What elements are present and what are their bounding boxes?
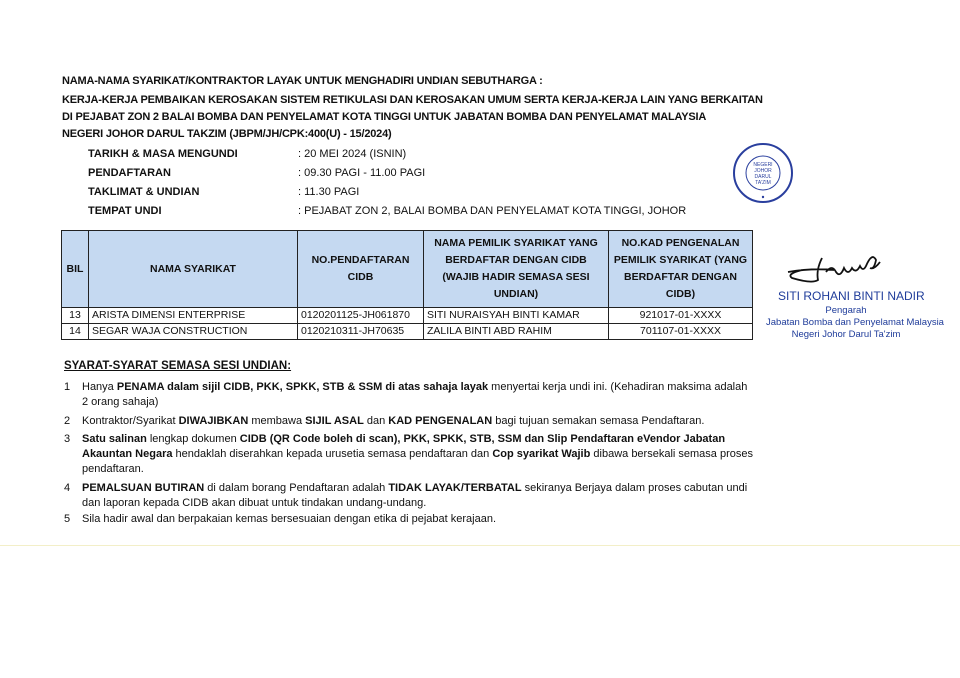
condition-text-segment: dibawa bersekali semasa proses pendaftaran.: [82, 448, 753, 475]
info-label-venue: TEMPAT UNDI: [88, 205, 162, 217]
condition-item: [64, 512, 754, 527]
condition-text-segment: Kontraktor/Syarikat: [82, 415, 179, 427]
condition-text-bold: CIDB (QR Code boleh di scan), PKK, SPKK, STB, SSM dan Slip Pendaftaran eVendor Jabatan Akauntan Negara: [82, 433, 726, 460]
table-row: [62, 324, 753, 340]
condition-text-bold: Satu salinan: [82, 433, 147, 445]
cell-owner-name: SITI NURAISYAH BINTI KAMAR: [424, 308, 609, 324]
cell-bil: 14: [62, 324, 89, 340]
info-label-briefing: TAKLIMAT & UNDIAN: [88, 186, 200, 198]
condition-number: 2: [64, 415, 71, 427]
signatory-state: Negeri Johor Darul Ta'zim: [791, 329, 901, 340]
condition-item: [64, 380, 754, 410]
cell-owner-ic: 701107-01-XXXX: [609, 324, 753, 340]
condition-text-bold: PENAMA dalam sijil CIDB, PKK, SPKK, STB & SSM di atas sahaja layak: [116, 381, 489, 393]
condition-text-segment: Sila hadir awal dan berpakaian kemas bersesuaian dengan etika di pejabat kerajaan.: [82, 513, 496, 525]
condition-text-segment: lengkap dokumen: [146, 433, 240, 445]
cell-cidb-reg: 0120210311-JH70635: [298, 324, 424, 340]
condition-item: [64, 414, 754, 429]
condition-text-segment: di dalam borang Pendaftaran adalah: [204, 482, 389, 494]
header-owner-ic: NO.KAD PENGENALAN PEMILIK SYARIKAT (YANG BERDAFTAR DENGAN CIDB): [609, 231, 753, 308]
header-owner-name: NAMA PEMILIK SYARIKAT YANG BERDAFTAR DENGAN CIDB (WAJIB HADIR SEMASA SESI UNDIAN): [424, 231, 609, 308]
info-label-registration: PENDAFTARAN: [88, 167, 171, 179]
header-company-name: NAMA SYARIKAT: [89, 231, 298, 308]
condition-text: [82, 512, 754, 527]
condition-text: [82, 414, 754, 429]
info-value-date: : 20 MEI 2024 (ISNIN): [298, 148, 407, 160]
svg-text:TA'ZIM: TA'ZIM: [755, 180, 771, 186]
condition-text-bold: SIJIL ASAL: [305, 415, 364, 427]
condition-text-bold: PEMALSUAN BUTIRAN: [82, 482, 205, 494]
official-stamp-icon: [732, 142, 794, 204]
cell-owner-ic: 921017-01-XXXX: [609, 308, 753, 324]
condition-text-bold: KAD PENGENALAN: [388, 415, 493, 427]
companies-table: [61, 230, 753, 340]
table-header-row: [62, 231, 753, 308]
cell-company-name: ARISTA DIMENSI ENTERPRISE: [89, 308, 298, 324]
table-row: [62, 308, 753, 324]
divider: [0, 545, 960, 546]
header-cidb-reg: NO.PENDAFTARAN CIDB: [298, 231, 424, 308]
condition-text-segment: hendaklah diserahkan kepada urusetia semasa pendaftaran dan: [172, 448, 493, 460]
condition-item: [64, 481, 754, 511]
condition-number: 5: [64, 513, 71, 525]
info-value-briefing: : 11.30 PAGI: [298, 186, 360, 198]
condition-number: 4: [64, 482, 71, 494]
svg-text:DARUL: DARUL: [754, 174, 772, 180]
signatory-name: SITI ROHANI BINTI NADIR: [778, 289, 925, 303]
cell-cidb-reg: 0120201125-JH061870: [298, 308, 424, 324]
signature-icon: [782, 250, 892, 288]
header-bil: BIL: [62, 231, 89, 308]
cell-company-name: SEGAR WAJA CONSTRUCTION: [89, 324, 298, 340]
condition-text-bold: DIWAJIBKAN: [178, 415, 249, 427]
signatory-position: Pengarah: [825, 305, 867, 316]
condition-text-bold: TIDAK LAYAK/TERBATAL: [388, 482, 522, 494]
condition-number: 3: [64, 433, 71, 445]
svg-text:NEGERI: NEGERI: [753, 162, 773, 168]
condition-text-segment: sekiranya Berjaya dalam proses cabutan undi dan laporan kepada CIDB akan dibuat untuk tindakan undang-undang.: [82, 482, 748, 509]
condition-text: [82, 481, 754, 511]
info-label-date: TARIKH & MASA MENGUNDI: [88, 148, 238, 160]
condition-text-segment: menyertai kerja undi ini. (Kehadiran maksima adalah 2 orang sahaja): [82, 381, 748, 408]
cell-owner-name: ZALILA BINTI ABD RAHIM: [424, 324, 609, 340]
document-title: NAMA-NAMA SYARIKAT/KONTRAKTOR LAYAK UNTUK MENGHADIRI UNDIAN SEBUTHARGA :: [62, 75, 543, 87]
info-value-registration: : 09.30 PAGI - 11.00 PAGI: [298, 167, 426, 179]
condition-text-segment: dan: [363, 415, 389, 427]
condition-text: [82, 380, 754, 410]
condition-item: [64, 432, 754, 477]
svg-text:JOHOR: JOHOR: [754, 168, 772, 174]
conditions-title: SYARAT-SYARAT SEMASA SESI UNDIAN:: [64, 360, 292, 372]
cell-bil: 13: [62, 308, 89, 324]
condition-text-bold: Cop syarikat Wajib: [492, 448, 591, 460]
project-line-3: NEGERI JOHOR DARUL TAKZIM (JBPM/JH/CPK:400(U) - 15/2024): [62, 128, 392, 140]
project-line-1: KERJA-KERJA PEMBAIKAN KEROSAKAN SISTEM RETIKULASI DAN KEROSAKAN UMUM SERTA KERJA-KERJA LAIN YANG BERKAITAN: [62, 94, 763, 106]
info-value-venue: : PEJABAT ZON 2, BALAI BOMBA DAN PENYELAMAT KOTA TINGGI, JOHOR: [298, 205, 687, 217]
condition-text: [82, 432, 754, 477]
condition-number: 1: [64, 381, 71, 393]
signatory-department: Jabatan Bomba dan Penyelamat Malaysia: [766, 317, 944, 328]
condition-text-segment: bagi tujuan semakan semasa Pendaftaran.: [492, 415, 705, 427]
project-line-2: DI PEJABAT ZON 2 BALAI BOMBA DAN PENYELAMAT KOTA TINGGI UNTUK JABATAN BOMBA DAN PENYELAMAT MALAYSIA: [62, 111, 707, 123]
condition-text-segment: Hanya: [82, 381, 117, 393]
condition-text-segment: membawa: [248, 415, 306, 427]
